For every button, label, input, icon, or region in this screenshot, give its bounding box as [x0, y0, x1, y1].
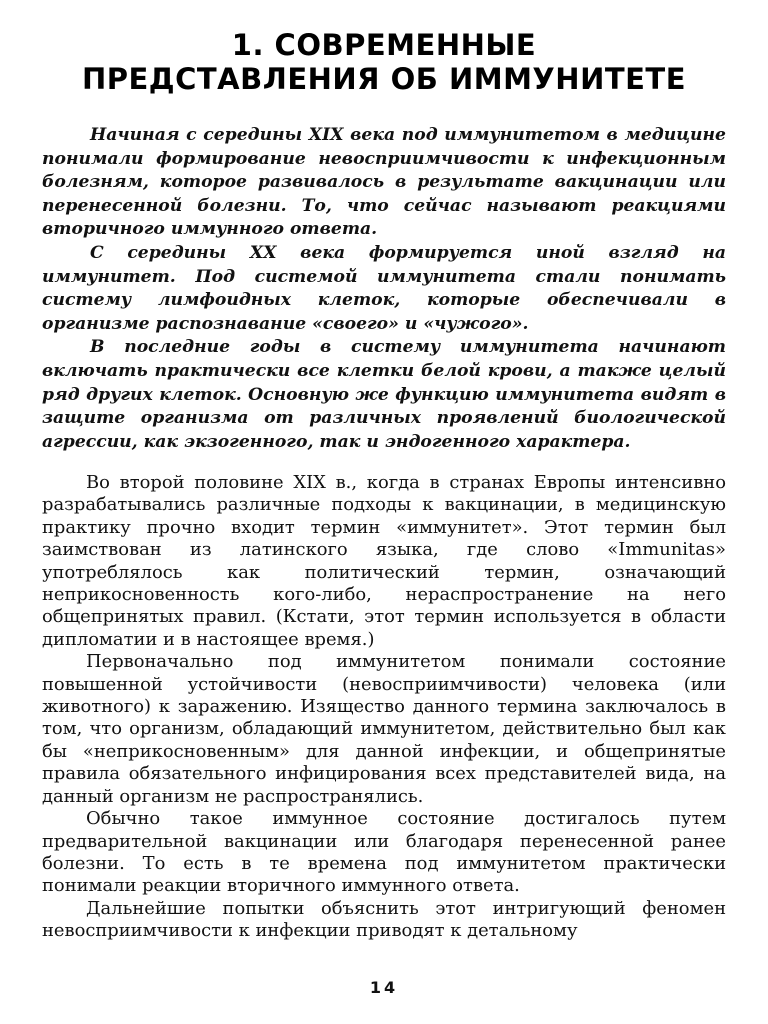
chapter-title-line-1: 1. СОВРЕМЕННЫЕ: [231, 28, 537, 62]
chapter-title-line-2: ПРЕДСТАВЛЕНИЯ ОБ ИММУНИТЕТЕ: [81, 62, 687, 96]
abstract-paragraph-3: В последние годы в систему иммунитета начинают включать практически все клетки белой крови, а также целый ряд других клеток. Основную же функцию иммунитета видят в защите организма от различных проявлений биологической агрессии, как экзогенного, так и эндогенного характера.: [42, 337, 726, 452]
abstract-paragraph-1: Начиная с середины XIX века под иммунитетом в медицине понимали формирование невосприимчивости к инфекционным болезням, которое развивалось в результате вакцинации или перенесенной болезни. То, что сейчас называют реакциями вторичного иммунного ответа.: [42, 125, 726, 240]
abstract-paragraph-2: С середины XX века формируется иной взгляд на иммунитет. Под системой иммунитета стали понимать систему лимфоидных клеток, которые обеспечивали в организме распознавание «своего» и «чужого».: [42, 242, 726, 334]
body-paragraph-2: Первоначально под иммунитетом понимали состояние повышенной устойчивости (невосприимчивости) человека (или животного) к заражению. Изящество данного термина заключалось в том, что организм, обладающий иммунитетом, действительно был как бы «неприкосновенным» для данной инфекции, и общепринятые правила обязательного инфицирования всех представителей вида, на данный организм не распространялись.: [42, 651, 726, 807]
body-paragraph-1: Во второй половине XIX в., когда в странах Европы интенсивно разрабатывались различные подходы к вакцинации, в медицинскую практику прочно входит термин «иммунитет». Этот термин был заимствован из латинского языка, где слово «Immunitas» употреблялось как политический термин, означающий неприкосновенность кого-либо, нераспространение на него общепринятых правил. (Кстати, этот термин используется в области дипломатии и в настоящее время.): [42, 472, 726, 650]
body-text: [42, 472, 726, 943]
chapter-abstract: [42, 124, 726, 454]
body-paragraph-4: Дальнейшие попытки объяснить этот интригующий феномен невосприимчивости к инфекции приводят к детальному: [42, 897, 726, 942]
page-number: 14: [369, 978, 399, 997]
body-paragraph-3: Обычно такое иммунное состояние достигалось путем предварительной вакцинации или благодаря перенесенной ранее болезни. То есть в те времена под иммунитетом практически понимали реакции вторичного иммунного ответа.: [42, 808, 726, 897]
